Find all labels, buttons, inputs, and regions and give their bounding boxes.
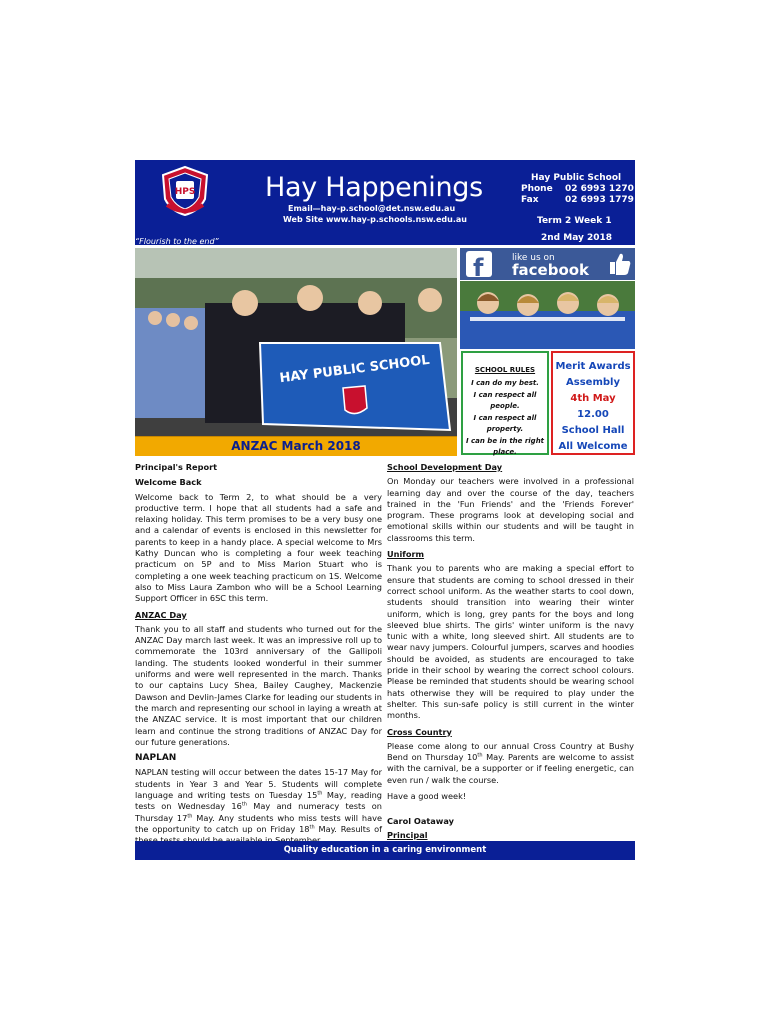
- school-development-day-text: On Monday our teachers were involved in a professional learning day and over the course of the day, teachers trained in the 'Fun Friends' and the 'Friends Forever' program. These programs look at developing social and emotional skills within our students and will be taught in classrooms this term.: [387, 476, 634, 543]
- newsletter-title: Hay Happenings: [265, 172, 483, 203]
- cross-country-heading: Cross Country: [387, 726, 452, 737]
- thumbs-up-icon: [610, 254, 630, 275]
- school-rules-box: [461, 351, 549, 455]
- facebook-like-text: like us on: [512, 253, 555, 263]
- principals-report-heading: Principal's Report: [135, 462, 218, 472]
- merit-welcome: All Welcome: [558, 441, 628, 452]
- anzac-day-text: Thank you to all staff and students who turned out for the ANZAC Day march last week. It was an impressive roll up to commemorate the 103rd anniversary of the Gallipoli landing. The students looked wonderful in their summer uniforms and were well represented in the march. Thanks to our captains Lucy Shea, Bailey Caughey, Mackenzie Dawson and Devlin-James Clarke for leading our students in the march and representing our school in laying a wreath at the ANZAC service. It is most important that our children learn and continue the strong traditions of ANZAC Day for our future generations.: [135, 623, 382, 747]
- naplan-text: NAPLAN testing will occur between the dates 15-17 May for students in Year 3 and Year 5. Students will complete language and writing tests on Tuesday 15th May, reading tests on Wednesday 16th May and numeracy tests on Thursday 17th May. Any students who miss tests will have the opportunity to catch up on Friday 18th May. Results of: [135, 767, 383, 834]
- footer-tagline: Quality education in a caring environment: [135, 841, 635, 860]
- email-address[interactable]: Email—hay-p.school@det.nsw.edu.au: [288, 204, 456, 213]
- school-motto: “Flourish to the end”: [135, 237, 219, 246]
- merit-title: Merit Awards: [555, 361, 631, 372]
- school-rule: I can respect all people.: [473, 391, 537, 410]
- fax-number: 02 6993 1779: [565, 195, 634, 205]
- newsletter-header: [135, 160, 635, 245]
- left-column: [135, 462, 382, 852]
- facebook-banner[interactable]: [460, 248, 635, 280]
- facebook-logo-icon: f: [473, 254, 484, 280]
- principal-title: Principal: [387, 829, 428, 840]
- school-crest-icon: [159, 165, 211, 217]
- naplan-heading: NAPLAN: [135, 753, 177, 764]
- school-contact-info: [521, 173, 634, 206]
- term-week: Term 2 Week 1: [537, 216, 612, 226]
- welcome-back-heading: Welcome Back: [135, 477, 202, 488]
- phone-label: Phone: [521, 184, 553, 194]
- merit-time: 12.00: [577, 409, 609, 420]
- banner-text: HAY PUBLIC SCHOOL: [278, 352, 431, 387]
- uniform-text: Thank you to parents who are making a special effort to ensure that students are coming to school dressed in their correct school uniform. As the weather starts to cool down, students should transition into wearing their winter uniform, which is long, grey pants for the boys and long sleeved blue shirts. The girls' winter uniform is the navy tunic with a white, long sleeved shirt. All students are to wear navy jumpers. Colourful jumpers, scarves and hoodies should be avoided, as students are encouraged to take pride in their school by wearing the correct school colours. Please be reminded that students should be wearing school hats otherwise they will be required to play under the shelter. This sun-safe policy is still current in the winter months.: [387, 563, 634, 721]
- anzac-caption: ANZAC March 2018: [135, 436, 457, 456]
- website-address[interactable]: Web Site www.hay-p.schools.nsw.edu.au: [283, 215, 467, 224]
- anzac-photo: [135, 248, 457, 455]
- principal-name: Carol Oataway: [387, 816, 454, 827]
- merit-awards-box: [551, 351, 635, 455]
- welcome-back-text: Welcome back to Term 2, to what should be a very productive term. I hope that all students had a safe and relaxing holiday. This term promises to be a very busy one and a calendar of events is enclosed in this newsletter for parents to keep in a handy place. A special welcome to Mrs Kathy Duncan who is completing a four week teaching practicum on 5P and to Miss Marion Stuart who is completing a one week teaching practicum on 1S. Welcome also to Miss Laura Zambon who will be a School Learning Support Officer in 6SC this term.: [135, 491, 382, 604]
- fax-label: Fax: [521, 195, 539, 205]
- cross-country-text: Please come along to our annual Cross Country at Bushy Bend on Thursday 10th May. Parents are welcome to assist with the carnival, be a supporter or if feeling energetic, can even run / walk the course.: [387, 740, 634, 785]
- good-week-text: Have a good week!: [387, 791, 467, 802]
- merit-subtitle: Assembly: [566, 377, 620, 388]
- school-rule: I can respect all property.: [473, 414, 537, 433]
- school-development-day-heading: School Development Day: [387, 462, 503, 472]
- phone-number: 02 6993 1270: [565, 184, 634, 194]
- merit-date: 4th May: [570, 393, 616, 404]
- school-name: Hay Public School: [531, 173, 622, 183]
- anzac-day-heading: ANZAC Day: [135, 609, 187, 620]
- school-rule: I can do my best.: [471, 379, 539, 387]
- school-rule: I can be in the right place.: [465, 437, 545, 456]
- uniform-heading: Uniform: [387, 549, 425, 560]
- facebook-brand-text: facebook: [512, 261, 590, 279]
- school-captains-photo: [460, 281, 635, 349]
- merit-place: School Hall: [561, 425, 625, 436]
- school-rules-title: SCHOOL RULES: [474, 366, 536, 374]
- newsletter-page: [135, 160, 635, 860]
- crest-letters: HPS: [174, 187, 196, 197]
- issue-date: 2nd May 2018: [541, 233, 613, 243]
- right-column: [387, 462, 634, 844]
